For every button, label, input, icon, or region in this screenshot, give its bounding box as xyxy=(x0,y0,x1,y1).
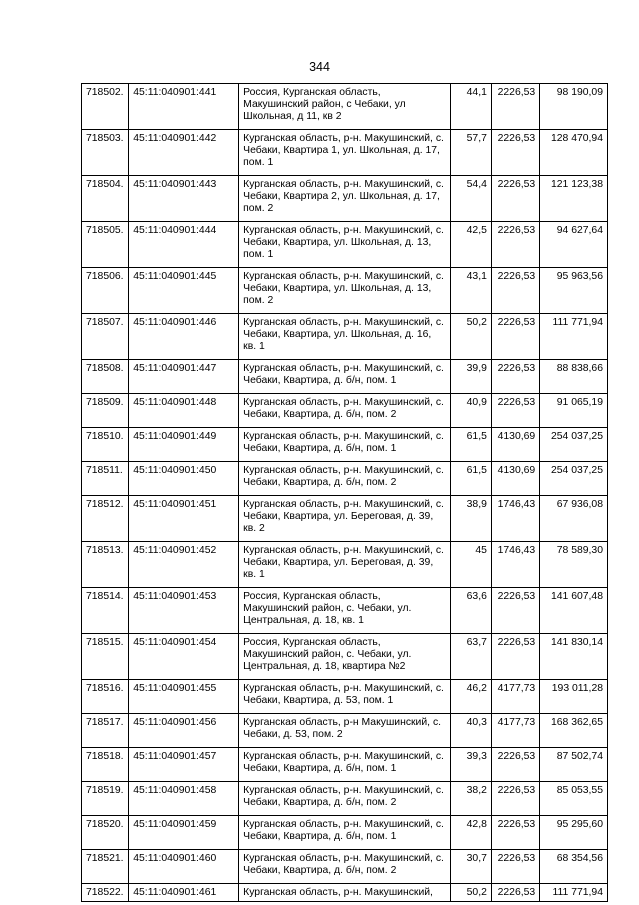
cadastral-number-cell: 45:11:040901:443 xyxy=(129,176,239,222)
property-table xyxy=(81,83,608,902)
table-row xyxy=(82,816,608,850)
table-row xyxy=(82,314,608,360)
row-number-cell: 718512. xyxy=(82,496,129,542)
unit-price-cell: 2226,53 xyxy=(491,84,539,130)
row-number-cell: 718504. xyxy=(82,176,129,222)
cadastral-number-cell: 45:11:040901:446 xyxy=(129,314,239,360)
address-cell: Курганская область, р-н. Макушинский, с. Чебаки, Квартира, д. б/н, пом. 2 xyxy=(239,782,451,816)
cadastral-number-cell: 45:11:040901:453 xyxy=(129,588,239,634)
table-row xyxy=(82,542,608,588)
area-cell: 44,1 xyxy=(450,84,491,130)
cadastral-number-cell: 45:11:040901:454 xyxy=(129,634,239,680)
unit-price-cell: 4130,69 xyxy=(491,462,539,496)
cadastral-number-cell: 45:11:040901:445 xyxy=(129,268,239,314)
address-cell: Курганская область, р-н. Макушинский, с. Чебаки, Квартира, д. б/н, пом. 1 xyxy=(239,428,451,462)
cadastral-cost-cell: 68 354,56 xyxy=(540,850,608,884)
cadastral-cost-cell: 121 123,38 xyxy=(540,176,608,222)
table-row xyxy=(82,176,608,222)
unit-price-cell: 4130,69 xyxy=(491,428,539,462)
row-number-cell: 718515. xyxy=(82,634,129,680)
cadastral-number-cell: 45:11:040901:441 xyxy=(129,84,239,130)
cadastral-cost-cell: 98 190,09 xyxy=(540,84,608,130)
table-row xyxy=(82,588,608,634)
area-cell: 46,2 xyxy=(450,680,491,714)
area-cell: 40,9 xyxy=(450,394,491,428)
cadastral-number-cell: 45:11:040901:461 xyxy=(129,884,239,902)
address-cell: Курганская область, р-н. Макушинский, xyxy=(239,884,451,902)
unit-price-cell: 2226,53 xyxy=(491,816,539,850)
cadastral-cost-cell: 95 295,60 xyxy=(540,816,608,850)
row-number-cell: 718507. xyxy=(82,314,129,360)
table-row xyxy=(82,394,608,428)
cadastral-cost-cell: 85 053,55 xyxy=(540,782,608,816)
row-number-cell: 718516. xyxy=(82,680,129,714)
cadastral-cost-cell: 168 362,65 xyxy=(540,714,608,748)
cadastral-cost-cell: 111 771,94 xyxy=(540,884,608,902)
row-number-cell: 718519. xyxy=(82,782,129,816)
row-number-cell: 718520. xyxy=(82,816,129,850)
unit-price-cell: 1746,43 xyxy=(491,542,539,588)
area-cell: 57,7 xyxy=(450,130,491,176)
cadastral-cost-cell: 254 037,25 xyxy=(540,462,608,496)
cadastral-number-cell: 45:11:040901:460 xyxy=(129,850,239,884)
address-cell: Курганская область, р-н. Макушинский, с. Чебаки, Квартира, д. б/н, пом. 1 xyxy=(239,748,451,782)
address-cell: Курганская область, р-н. Макушинский, с. Чебаки, Квартира, д. б/н, пом. 1 xyxy=(239,360,451,394)
cadastral-cost-cell: 111 771,94 xyxy=(540,314,608,360)
table-row xyxy=(82,130,608,176)
table-row xyxy=(82,360,608,394)
cadastral-number-cell: 45:11:040901:451 xyxy=(129,496,239,542)
address-cell: Россия, Курганская область, Макушинский район, с Чебаки, ул Школьная, д 11, кв 2 xyxy=(239,84,451,130)
row-number-cell: 718505. xyxy=(82,222,129,268)
cadastral-cost-cell: 88 838,66 xyxy=(540,360,608,394)
table-row xyxy=(82,84,608,130)
table-row xyxy=(82,680,608,714)
cadastral-cost-cell: 95 963,56 xyxy=(540,268,608,314)
area-cell: 54,4 xyxy=(450,176,491,222)
unit-price-cell: 2226,53 xyxy=(491,314,539,360)
cadastral-cost-cell: 128 470,94 xyxy=(540,130,608,176)
row-number-cell: 718513. xyxy=(82,542,129,588)
unit-price-cell: 2226,53 xyxy=(491,588,539,634)
unit-price-cell: 2226,53 xyxy=(491,850,539,884)
area-cell: 38,9 xyxy=(450,496,491,542)
address-cell: Курганская область, р-н Макушинский, с. Чебаки, д. 53, пом. 2 xyxy=(239,714,451,748)
cadastral-cost-cell: 193 011,28 xyxy=(540,680,608,714)
table-row xyxy=(82,634,608,680)
area-cell: 42,8 xyxy=(450,816,491,850)
address-cell: Курганская область, р-н. Макушинский, с. Чебаки, Квартира, д. б/н, пом. 2 xyxy=(239,462,451,496)
cadastral-number-cell: 45:11:040901:448 xyxy=(129,394,239,428)
cadastral-cost-cell: 141 830,14 xyxy=(540,634,608,680)
cadastral-cost-cell: 87 502,74 xyxy=(540,748,608,782)
address-cell: Курганская область, р-н. Макушинский, с. Чебаки, Квартира, ул. Школьная, д. 16, кв. 1 xyxy=(239,314,451,360)
row-number-cell: 718521. xyxy=(82,850,129,884)
cadastral-number-cell: 45:11:040901:455 xyxy=(129,680,239,714)
table-row xyxy=(82,884,608,902)
area-cell: 63,6 xyxy=(450,588,491,634)
area-cell: 30,7 xyxy=(450,850,491,884)
unit-price-cell: 2226,53 xyxy=(491,360,539,394)
cadastral-number-cell: 45:11:040901:447 xyxy=(129,360,239,394)
address-cell: Курганская область, р-н. Макушинский, с. Чебаки, Квартира 2, ул. Школьная, д. 17, пом. 2 xyxy=(239,176,451,222)
table-row xyxy=(82,496,608,542)
area-cell: 63,7 xyxy=(450,634,491,680)
cadastral-cost-cell: 78 589,30 xyxy=(540,542,608,588)
unit-price-cell: 2226,53 xyxy=(491,268,539,314)
cadastral-number-cell: 45:11:040901:450 xyxy=(129,462,239,496)
address-cell: Курганская область, р-н. Макушинский, с. Чебаки, Квартира, ул. Береговая, д. 39, кв. 2 xyxy=(239,496,451,542)
unit-price-cell: 2226,53 xyxy=(491,222,539,268)
row-number-cell: 718518. xyxy=(82,748,129,782)
cadastral-number-cell: 45:11:040901:457 xyxy=(129,748,239,782)
table-row xyxy=(82,222,608,268)
unit-price-cell: 2226,53 xyxy=(491,748,539,782)
row-number-cell: 718510. xyxy=(82,428,129,462)
area-cell: 39,3 xyxy=(450,748,491,782)
cadastral-number-cell: 45:11:040901:452 xyxy=(129,542,239,588)
page-number: 344 xyxy=(309,60,330,74)
unit-price-cell: 2226,53 xyxy=(491,634,539,680)
table-row xyxy=(82,462,608,496)
cadastral-cost-cell: 67 936,08 xyxy=(540,496,608,542)
unit-price-cell: 2226,53 xyxy=(491,394,539,428)
area-cell: 45 xyxy=(450,542,491,588)
address-cell: Курганская область, р-н. Макушинский, с. Чебаки, Квартира 1, ул. Школьная, д. 17, пом. 1 xyxy=(239,130,451,176)
row-number-cell: 718502. xyxy=(82,84,129,130)
address-cell: Курганская область, р-н. Макушинский, с. Чебаки, Квартира, д. б/н, пом. 2 xyxy=(239,394,451,428)
area-cell: 38,2 xyxy=(450,782,491,816)
area-cell: 43,1 xyxy=(450,268,491,314)
cadastral-cost-cell: 254 037,25 xyxy=(540,428,608,462)
address-cell: Курганская область, р-н. Макушинский, с. Чебаки, Квартира, ул. Береговая, д. 39, кв. 1 xyxy=(239,542,451,588)
row-number-cell: 718508. xyxy=(82,360,129,394)
table-row xyxy=(82,714,608,748)
area-cell: 50,2 xyxy=(450,314,491,360)
table-row xyxy=(82,782,608,816)
unit-price-cell: 2226,53 xyxy=(491,130,539,176)
address-cell: Курганская область, р-н. Макушинский, с. Чебаки, Квартира, д. б/н, пом. 1 xyxy=(239,816,451,850)
unit-price-cell: 1746,43 xyxy=(491,496,539,542)
cadastral-number-cell: 45:11:040901:442 xyxy=(129,130,239,176)
row-number-cell: 718517. xyxy=(82,714,129,748)
cadastral-number-cell: 45:11:040901:449 xyxy=(129,428,239,462)
table-row xyxy=(82,268,608,314)
area-cell: 39,9 xyxy=(450,360,491,394)
cadastral-number-cell: 45:11:040901:456 xyxy=(129,714,239,748)
address-cell: Россия, Курганская область, Макушинский район, с. Чебаки, ул. Центральная, д. 18, кв. 1 xyxy=(239,588,451,634)
cadastral-number-cell: 45:11:040901:444 xyxy=(129,222,239,268)
table-row xyxy=(82,748,608,782)
unit-price-cell: 2226,53 xyxy=(491,176,539,222)
table-row xyxy=(82,428,608,462)
address-cell: Курганская область, р-н. Макушинский, с. Чебаки, Квартира, ул. Школьная, д. 13, пом. 1 xyxy=(239,222,451,268)
unit-price-cell: 2226,53 xyxy=(491,884,539,902)
area-cell: 61,5 xyxy=(450,462,491,496)
row-number-cell: 718509. xyxy=(82,394,129,428)
area-cell: 61,5 xyxy=(450,428,491,462)
row-number-cell: 718506. xyxy=(82,268,129,314)
unit-price-cell: 2226,53 xyxy=(491,782,539,816)
unit-price-cell: 4177,73 xyxy=(491,680,539,714)
area-cell: 42,5 xyxy=(450,222,491,268)
address-cell: Курганская область, р-н. Макушинский, с. Чебаки, Квартира, д. б/н, пом. 2 xyxy=(239,850,451,884)
cadastral-cost-cell: 94 627,64 xyxy=(540,222,608,268)
row-number-cell: 718511. xyxy=(82,462,129,496)
row-number-cell: 718503. xyxy=(82,130,129,176)
area-cell: 50,2 xyxy=(450,884,491,902)
row-number-cell: 718514. xyxy=(82,588,129,634)
cadastral-cost-cell: 91 065,19 xyxy=(540,394,608,428)
table-row xyxy=(82,850,608,884)
cadastral-number-cell: 45:11:040901:459 xyxy=(129,816,239,850)
cadastral-number-cell: 45:11:040901:458 xyxy=(129,782,239,816)
area-cell: 40,3 xyxy=(450,714,491,748)
unit-price-cell: 4177,73 xyxy=(491,714,539,748)
address-cell: Курганская область, р-н. Макушинский, с. Чебаки, Квартира, д. 53, пом. 1 xyxy=(239,680,451,714)
cadastral-cost-cell: 141 607,48 xyxy=(540,588,608,634)
row-number-cell: 718522. xyxy=(82,884,129,902)
address-cell: Россия, Курганская область, Макушинский район, с. Чебаки, ул. Центральная, д. 18, квартира №2 xyxy=(239,634,451,680)
address-cell: Курганская область, р-н. Макушинский, с. Чебаки, Квартира, ул. Школьная, д. 13, пом. 2 xyxy=(239,268,451,314)
